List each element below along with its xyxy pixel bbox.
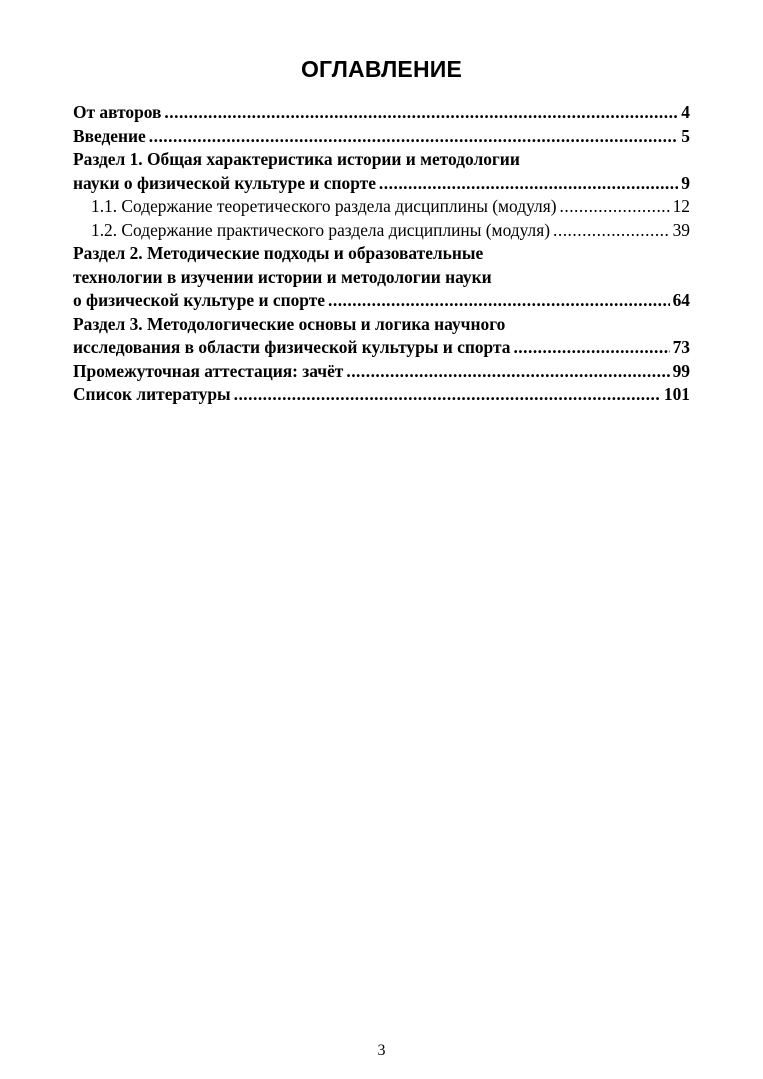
toc-entry-section-2[interactable] <box>73 242 690 313</box>
toc-entry-references[interactable] <box>73 383 690 407</box>
toc-entry-title: Список литературы <box>73 384 231 404</box>
toc-entry-title-line: Раздел 2. Методические подходы и образовательные <box>73 243 484 263</box>
toc-entry-from-authors[interactable] <box>73 101 690 125</box>
toc-leader-dots <box>379 172 678 196</box>
toc-entry-page: 99 <box>672 360 690 381</box>
toc-leader-dots <box>513 336 669 360</box>
toc-entry-page: 4 <box>681 102 690 122</box>
toc-entry-introduction[interactable] <box>73 125 690 149</box>
toc-entry-section-1-2[interactable] <box>73 219 690 243</box>
page-title: ОГЛАВЛЕНИЕ <box>300 56 463 82</box>
toc-entry-title-line: о физической культуре и спорте <box>73 290 325 310</box>
toc-entry-page: 5 <box>681 125 690 146</box>
toc-entry-page: 9 <box>681 172 690 193</box>
toc-leader-dots <box>149 125 679 149</box>
toc-entry-section-1-1[interactable] <box>73 195 690 219</box>
toc-entry-title: 1.1. Содержание теоретического раздела дисциплины (модуля) <box>91 196 557 216</box>
toc-leader-dots <box>560 195 670 219</box>
toc-entry-section-3[interactable] <box>73 313 690 360</box>
table-of-contents <box>73 101 690 407</box>
toc-entry-interim-assessment[interactable] <box>73 360 690 384</box>
toc-leader-dots <box>164 101 678 125</box>
toc-entry-title-line: технологии в изучении истории и методологии науки <box>73 266 492 287</box>
toc-entry-page: 12 <box>672 196 690 216</box>
toc-entry-title-line: науки о физической культуре и спорте <box>73 172 376 193</box>
page-number: 3 <box>377 1042 386 1059</box>
toc-entry-title-line: Раздел 3. Методологические основы и логика научного <box>73 313 506 334</box>
toc-entry-title-line: исследования в области физической культуры и спорта <box>73 337 511 357</box>
toc-leader-dots <box>346 360 669 384</box>
toc-entry-page: 64 <box>672 290 690 310</box>
toc-entry-title-line: Раздел 1. Общая характеристика истории и методологии <box>73 149 520 169</box>
toc-entry-title: Промежуточная аттестация: зачёт <box>73 360 344 381</box>
toc-entry-page: 101 <box>663 384 690 404</box>
toc-entry-title: Введение <box>73 125 146 146</box>
toc-entry-page: 39 <box>672 219 690 240</box>
toc-leader-dots <box>234 383 661 407</box>
toc-entry-page: 73 <box>672 337 690 357</box>
toc-entry-section-1[interactable] <box>73 148 690 195</box>
toc-entry-title: От авторов <box>73 102 162 122</box>
toc-leader-dots <box>553 219 670 243</box>
toc-leader-dots <box>328 289 670 313</box>
toc-entry-title: 1.2. Содержание практического раздела дисциплины (модуля) <box>91 219 551 240</box>
